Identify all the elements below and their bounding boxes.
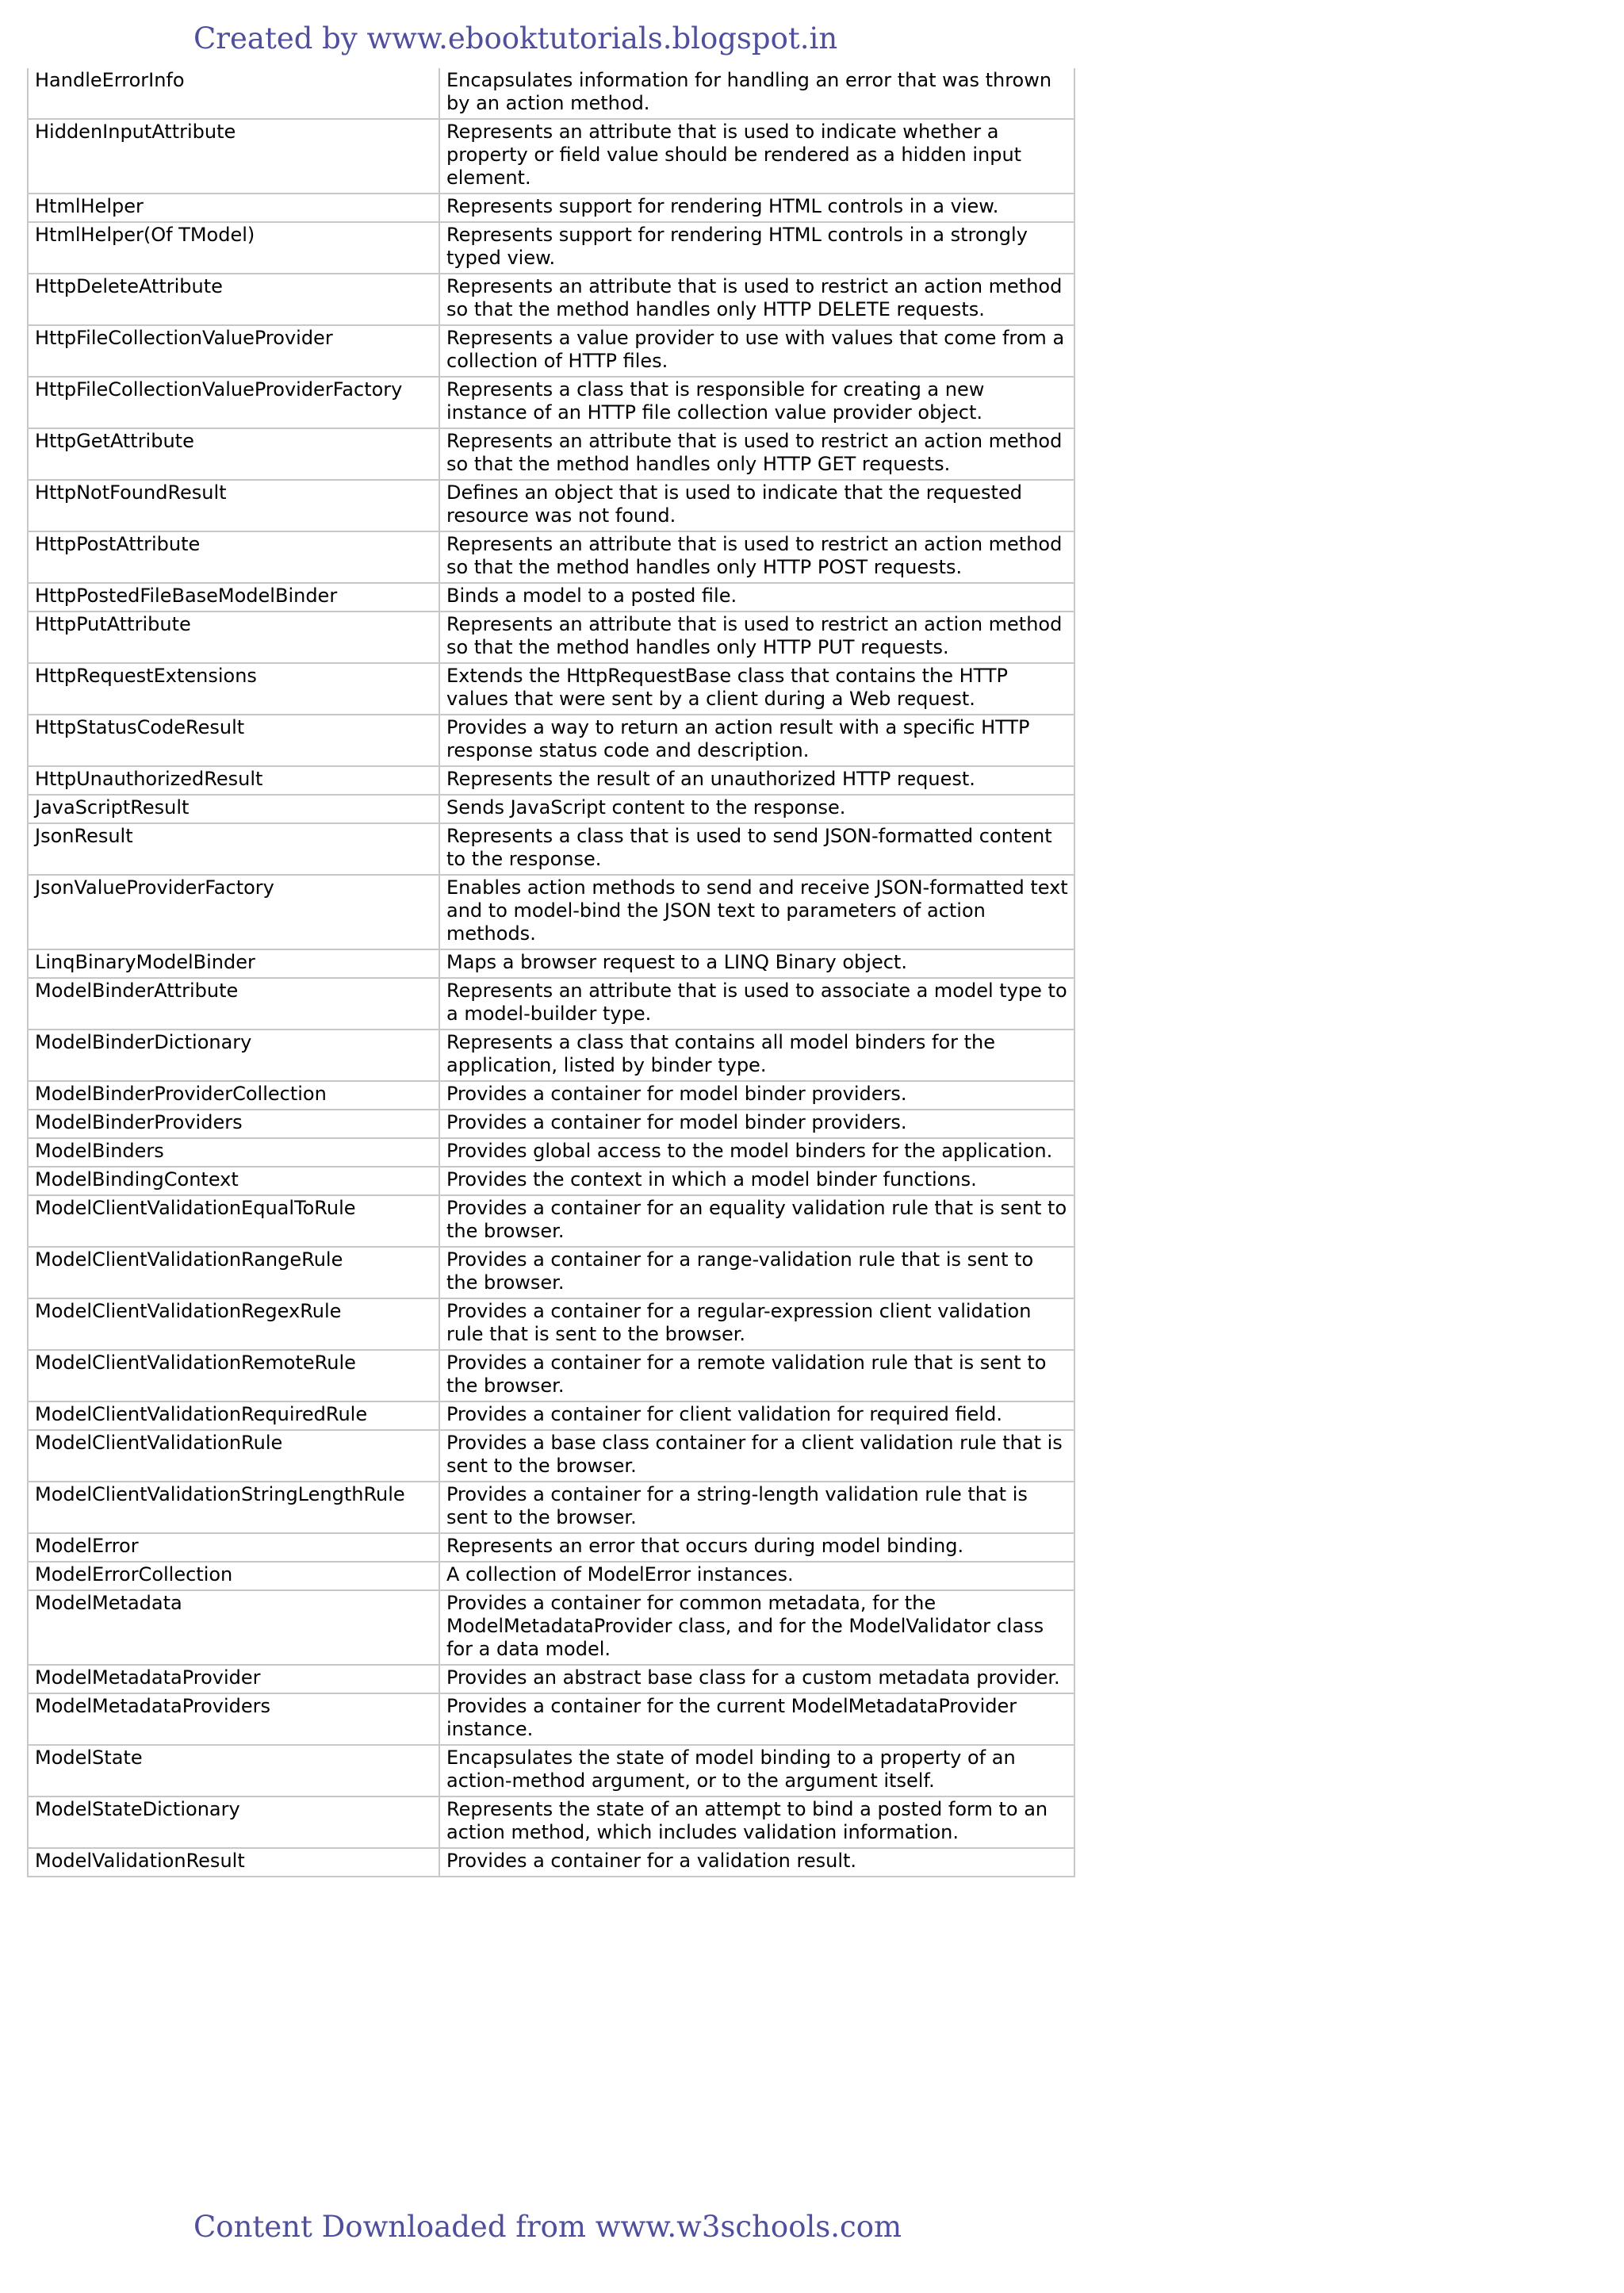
class-description-cell: Represents an attribute that is used to associate a model type to a model-builder type.: [439, 978, 1074, 1030]
page-header: Created by www.ebooktutorials.blogspot.in: [193, 21, 838, 56]
table-row: [28, 715, 1074, 766]
class-description-cell: Provides a container for a range-validation rule that is sent to the browser.: [439, 1247, 1074, 1298]
class-description-cell: Sends JavaScript content to the response.: [439, 795, 1074, 823]
class-description-cell: Maps a browser request to a LINQ Binary object.: [439, 949, 1074, 978]
table-row: [28, 875, 1074, 949]
class-name-cell: ModelClientValidationRemoteRule: [28, 1350, 439, 1401]
table-row: [28, 1167, 1074, 1195]
class-name-cell: ModelBinderProviders: [28, 1110, 439, 1138]
class-name-cell: HtmlHelper: [28, 194, 439, 222]
table-row: [28, 1590, 1074, 1665]
table-row: [28, 795, 1074, 823]
class-description-cell: Represents an error that occurs during model binding.: [439, 1533, 1074, 1562]
table-row: [28, 274, 1074, 325]
table-row: [28, 1298, 1074, 1350]
table-row: [28, 480, 1074, 531]
class-description-cell: Provides a container for an equality validation rule that is sent to the browser.: [439, 1195, 1074, 1247]
class-name-cell: ModelClientValidationStringLengthRule: [28, 1482, 439, 1533]
table-row: [28, 823, 1074, 875]
class-name-cell: ModelClientValidationEqualToRule: [28, 1195, 439, 1247]
class-description-cell: Represents a class that is used to send JSON-formatted content to the response.: [439, 823, 1074, 875]
class-description-cell: Represents an attribute that is used to restrict an action method so that the method handles only HTTP GET requests.: [439, 428, 1074, 480]
class-name-cell: ModelValidationResult: [28, 1848, 439, 1877]
class-description-cell: Binds a model to a posted file.: [439, 583, 1074, 612]
class-name-cell: HttpPostAttribute: [28, 531, 439, 583]
class-description-cell: Provides a way to return an action result with a specific HTTP response status code and description.: [439, 715, 1074, 766]
table-row: [28, 663, 1074, 715]
class-description-cell: Provides a container for a remote validation rule that is sent to the browser.: [439, 1350, 1074, 1401]
class-name-cell: HttpNotFoundResult: [28, 480, 439, 531]
class-name-cell: LinqBinaryModelBinder: [28, 949, 439, 978]
class-name-cell: ModelBinderProviderCollection: [28, 1081, 439, 1110]
class-name-cell: ModelBinderDictionary: [28, 1030, 439, 1081]
class-description-cell: Provides a base class container for a client validation rule that is sent to the browser.: [439, 1430, 1074, 1482]
class-name-cell: ModelClientValidationRegexRule: [28, 1298, 439, 1350]
table-row: [28, 1138, 1074, 1167]
table-row: [28, 428, 1074, 480]
class-name-cell: ModelMetadataProviders: [28, 1693, 439, 1745]
table-row: [28, 766, 1074, 795]
class-name-cell: ModelClientValidationRequiredRule: [28, 1401, 439, 1430]
table-row: [28, 68, 1074, 119]
class-description-cell: Provides a container for the current ModelMetadataProvider instance.: [439, 1693, 1074, 1745]
class-description-cell: Provides an abstract base class for a custom metadata provider.: [439, 1665, 1074, 1693]
class-name-cell: ModelClientValidationRule: [28, 1430, 439, 1482]
class-name-cell: HandleErrorInfo: [28, 68, 439, 119]
class-name-cell: HttpStatusCodeResult: [28, 715, 439, 766]
class-description-cell: Represents support for rendering HTML controls in a view.: [439, 194, 1074, 222]
class-name-cell: ModelBinderAttribute: [28, 978, 439, 1030]
class-name-cell: JsonResult: [28, 823, 439, 875]
class-description-cell: Provides the context in which a model binder functions.: [439, 1167, 1074, 1195]
class-description-cell: Extends the HttpRequestBase class that contains the HTTP values that were sent by a client during a Web request.: [439, 663, 1074, 715]
class-description-cell: Provides a container for client validation for required field.: [439, 1401, 1074, 1430]
class-description-cell: Represents an attribute that is used to indicate whether a property or field value should be rendered as a hidden input element.: [439, 119, 1074, 194]
class-description-cell: Provides a container for a regular-expression client validation rule that is sent to the browser.: [439, 1298, 1074, 1350]
class-description-cell: Represents an attribute that is used to restrict an action method so that the method handles only HTTP POST requests.: [439, 531, 1074, 583]
class-description-cell: Represents a value provider to use with values that come from a collection of HTTP files.: [439, 325, 1074, 377]
table-row: [28, 949, 1074, 978]
table-row: [28, 377, 1074, 428]
class-name-cell: ModelBinders: [28, 1138, 439, 1167]
class-description-cell: Represents the result of an unauthorized HTTP request.: [439, 766, 1074, 795]
class-description-cell: Provides a container for model binder providers.: [439, 1110, 1074, 1138]
table-row: [28, 1195, 1074, 1247]
class-name-cell: ModelState: [28, 1745, 439, 1796]
table-row: [28, 325, 1074, 377]
class-description-cell: Represents support for rendering HTML controls in a strongly typed view.: [439, 222, 1074, 274]
table-row: [28, 194, 1074, 222]
class-description-cell: Defines an object that is used to indicate that the requested resource was not found.: [439, 480, 1074, 531]
class-description-cell: Provides a container for a validation result.: [439, 1848, 1074, 1877]
class-name-cell: ModelMetadataProvider: [28, 1665, 439, 1693]
class-description-cell: Represents a class that is responsible for creating a new instance of an HTTP file collection value provider object.: [439, 377, 1074, 428]
class-name-cell: HttpPutAttribute: [28, 612, 439, 663]
class-description-cell: Provides global access to the model binders for the application.: [439, 1138, 1074, 1167]
class-description-cell: Provides a container for common metadata, for the ModelMetadataProvider class, and for the ModelValidator class for a data model.: [439, 1590, 1074, 1665]
class-description-cell: Represents a class that contains all model binders for the application, listed by binder type.: [439, 1030, 1074, 1081]
page-footer: Content Downloaded from www.w3schools.com: [193, 2210, 902, 2244]
class-name-cell: HttpGetAttribute: [28, 428, 439, 480]
class-name-cell: JsonValueProviderFactory: [28, 875, 439, 949]
class-name-cell: ModelErrorCollection: [28, 1562, 439, 1590]
table-row: [28, 1110, 1074, 1138]
class-name-cell: ModelMetadata: [28, 1590, 439, 1665]
class-name-cell: HttpDeleteAttribute: [28, 274, 439, 325]
table-row: [28, 1350, 1074, 1401]
class-name-cell: ModelStateDictionary: [28, 1796, 439, 1848]
class-name-cell: HttpFileCollectionValueProviderFactory: [28, 377, 439, 428]
table-row: [28, 1030, 1074, 1081]
class-name-cell: HttpUnauthorizedResult: [28, 766, 439, 795]
class-description-cell: Enables action methods to send and receive JSON-formatted text and to model-bind the JSON text to parameters of action methods.: [439, 875, 1074, 949]
class-name-cell: HiddenInputAttribute: [28, 119, 439, 194]
table-row: [28, 1665, 1074, 1693]
class-name-cell: HttpRequestExtensions: [28, 663, 439, 715]
class-description-cell: Represents an attribute that is used to restrict an action method so that the method handles only HTTP PUT requests.: [439, 612, 1074, 663]
class-name-cell: HttpFileCollectionValueProvider: [28, 325, 439, 377]
table-row: [28, 978, 1074, 1030]
table-row: [28, 1401, 1074, 1430]
table-row: [28, 1081, 1074, 1110]
class-description-cell: Encapsulates information for handling an error that was thrown by an action method.: [439, 68, 1074, 119]
class-description-cell: Encapsulates the state of model binding to a property of an action-method argument, or to the argument itself.: [439, 1745, 1074, 1796]
table-row: [28, 222, 1074, 274]
class-name-cell: JavaScriptResult: [28, 795, 439, 823]
class-description-cell: Provides a container for a string-length validation rule that is sent to the browser.: [439, 1482, 1074, 1533]
table-row: [28, 1693, 1074, 1745]
table-row: [28, 1745, 1074, 1796]
class-name-cell: HttpPostedFileBaseModelBinder: [28, 583, 439, 612]
class-name-cell: ModelClientValidationRangeRule: [28, 1247, 439, 1298]
table-row: [28, 531, 1074, 583]
table-row: [28, 1848, 1074, 1877]
class-description-cell: A collection of ModelError instances.: [439, 1562, 1074, 1590]
table-row: [28, 119, 1074, 194]
table-row: [28, 1482, 1074, 1533]
table-row: [28, 1533, 1074, 1562]
table-row: [28, 1247, 1074, 1298]
table-body: [28, 68, 1074, 1877]
table-row: [28, 1796, 1074, 1848]
class-name-cell: ModelBindingContext: [28, 1167, 439, 1195]
class-description-cell: Represents the state of an attempt to bind a posted form to an action method, which includes validation information.: [439, 1796, 1074, 1848]
class-name-cell: ModelError: [28, 1533, 439, 1562]
class-name-cell: HtmlHelper(Of TModel): [28, 222, 439, 274]
class-reference-table: [27, 68, 1075, 1877]
table-row: [28, 612, 1074, 663]
table-row: [28, 583, 1074, 612]
class-description-cell: Represents an attribute that is used to restrict an action method so that the method handles only HTTP DELETE requests.: [439, 274, 1074, 325]
table-row: [28, 1562, 1074, 1590]
class-description-cell: Provides a container for model binder providers.: [439, 1081, 1074, 1110]
table-row: [28, 1430, 1074, 1482]
